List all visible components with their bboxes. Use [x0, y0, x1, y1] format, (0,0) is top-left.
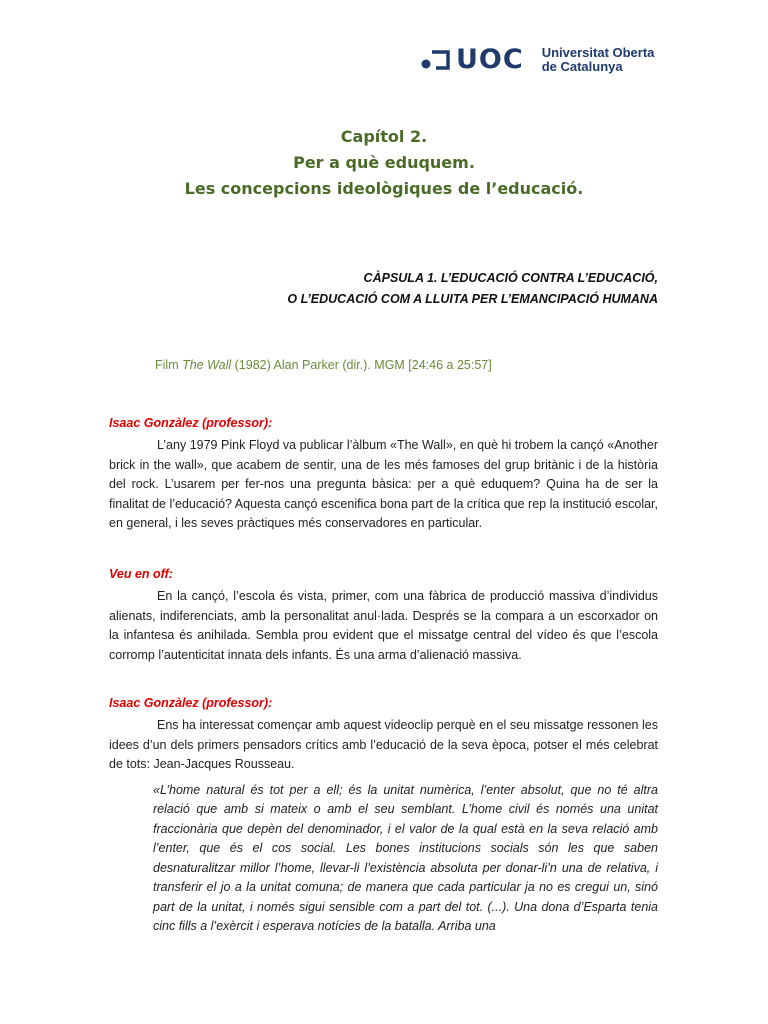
- film-title: The Wall: [182, 358, 232, 372]
- capsule-line-2: O L’EDUCACIÓ COM A LLUITA PER L’EMANCIPACIÓ HUMANA: [287, 292, 658, 306]
- logo-line-2: de Catalunya: [541, 58, 623, 74]
- chapter-title-line-2: Per a què eduquem.: [293, 153, 475, 172]
- capsule-line-1: CÀPSULA 1. L’EDUCACIÓ CONTRA L’EDUCACIÓ,: [363, 271, 658, 285]
- chapter-title-line-1: Capítol 2.: [340, 127, 428, 146]
- paragraph: L’any 1979 Pink Floyd va publicar l’àlbum «The Wall», en què hi trobem la cançó «Another brick in the wall», que acabem de sentir, una de les més famoses del grup britànic i de la història del rock. L’usarem per fer-nos una pregunta bàsica: per a què eduquem? Quina ha de ser la finalitat de l’educació? Aquesta cançó escenifica bona part de la crítica que rep la institució escolar, en general, i les seves pràctiques més conservadores en particular.: [109, 438, 658, 530]
- speaker-label: Isaac Gonzàlez (professor):: [109, 696, 273, 710]
- section-1: [109, 416, 658, 534]
- capsule-heading: [287, 268, 658, 310]
- logo-line-1: Universitat Oberta: [541, 44, 655, 60]
- chapter-title-line-3: Les concepcions ideològiques de l’educació.: [184, 179, 584, 198]
- paragraph: Ens ha interessat començar amb aquest videoclip perquè en el seu missatge ressonen les idees d’un dels primers pensadors crítics amb l’educació de la seva època, potser el més celebrat de tots: Jean-Jacques Rousseau.: [109, 718, 658, 771]
- film-reference: [155, 358, 492, 372]
- film-prefix: Film: [155, 358, 183, 372]
- logo-name: [542, 46, 655, 74]
- speaker-label: Veu en off:: [109, 567, 173, 581]
- chapter-title: [0, 124, 768, 202]
- uoc-logo-mark: [420, 44, 524, 75]
- section-3: [109, 696, 658, 937]
- paragraph: En la cançó, l’escola és vista, primer, com una fàbrica de producció massiva d’individus alienats, indiferenciats, amb la personalitat anul·lada. Després se la compara a un escorxador on la infantesa és anihilada. Sembla prou evident que el missatge central del vídeo és que l’escola corromp l’autenticitat innata dels infants. És una arma d’alienació massiva.: [109, 589, 658, 662]
- rousseau-quote: «L’home natural és tot per a ell; és la unitat numèrica, l’enter absolut, que no té altra relació que amb si mateix o amb el seu semblant. L’home civil és només una unitat fraccionària que depèn del denominador, i el valor de la qual està en la seva relació amb l’enter, que és el cos social. Les bones institucions socials són les que saben desnaturalitzar millor l’home, llevar-li l’existència absoluta per donar-li’n una de relativa, i transferir el jo a la unitat comuna; de manera que cada particular ja no es cregui un, sinó part de la unitat, i només sigui sensible com a part del tot. (...). Una dona d’Esparta tenia cinc fills a l’exèrcit i esperava notícies de la batalla. Arriba una: [153, 782, 658, 933]
- speaker-label: Isaac Gonzàlez (professor):: [109, 416, 273, 430]
- uoc-logo: [420, 44, 654, 75]
- logo-abbr: UOC: [456, 44, 524, 75]
- section-2: [109, 567, 658, 665]
- logo-dot-bracket-icon: [420, 48, 450, 72]
- film-details: (1982) Alan Parker (dir.). MGM [24:46 a 25:57]: [231, 358, 492, 372]
